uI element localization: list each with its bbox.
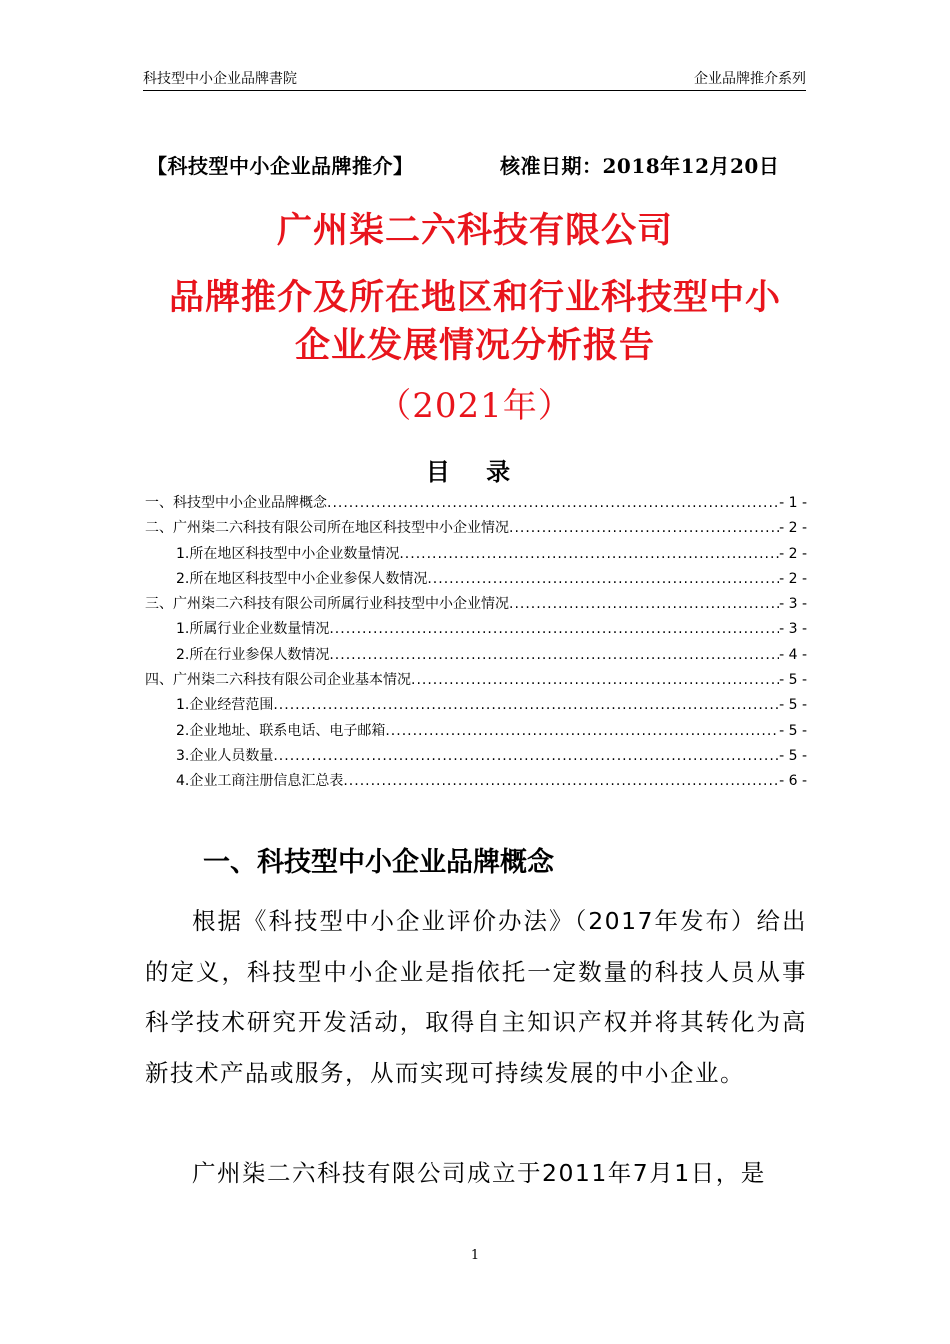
toc-leader-dots bbox=[427, 571, 779, 587]
toc-subentry[interactable] bbox=[145, 745, 807, 770]
toc-entry-label: 2.所在地区科技型中小企业参保人数情况 bbox=[176, 570, 428, 587]
toc-leader-dots bbox=[273, 748, 779, 764]
toc-leader-dots bbox=[399, 546, 779, 562]
toc-subentry[interactable] bbox=[145, 568, 807, 593]
body-paragraph: 广州柒二六科技有限公司成立于2011年7月1日，是 bbox=[192, 1159, 766, 1187]
toc-entry[interactable] bbox=[145, 492, 807, 517]
header-left-text: 科技型中小企业品牌書院 bbox=[143, 71, 297, 87]
report-title-line-3: 企业发展情况分析报告 bbox=[294, 326, 655, 366]
header-right-text: 企业品牌推介系列 bbox=[694, 71, 806, 87]
toc-leader-dots bbox=[509, 520, 779, 536]
toc-subentry[interactable] bbox=[145, 644, 807, 669]
toc-entry-label: 2.企业地址、联系电话、电子邮箱 bbox=[176, 722, 386, 739]
toc-entry-label: 一、科技型中小企业品牌概念 bbox=[145, 495, 327, 511]
toc-entry-label: 二、广州柒二六科技有限公司所在地区科技型中小企业情况 bbox=[145, 520, 509, 537]
toc-entry-page: - 6 - bbox=[779, 773, 807, 790]
toc-entry-label: 1.企业经营范围 bbox=[176, 697, 274, 714]
toc-subentry[interactable] bbox=[145, 720, 807, 745]
toc-leader-dots bbox=[329, 621, 779, 637]
toc-leader-dots bbox=[327, 495, 779, 511]
toc-entry-page: - 1 - bbox=[779, 495, 807, 511]
toc-leader-dots bbox=[411, 672, 779, 688]
report-title-line-2: 品牌推介及所在地区和行业科技型中小 bbox=[168, 278, 781, 318]
toc-leader-dots bbox=[273, 697, 779, 713]
toc-entry-page: - 4 - bbox=[779, 646, 807, 663]
report-title-year: （2021年） bbox=[377, 386, 573, 426]
toc-entry-label: 4.企业工商注册信息汇总表 bbox=[176, 773, 344, 790]
report-title-line-1: 广州柒二六科技有限公司 bbox=[276, 211, 673, 251]
toc-leader-dots bbox=[329, 647, 779, 663]
toc-heading: 目 录 bbox=[425, 458, 525, 486]
toc-entry-page: - 3 - bbox=[779, 621, 807, 638]
toc-entry[interactable] bbox=[145, 517, 807, 542]
toc-entry-label: 2.所在行业参保人数情况 bbox=[176, 646, 330, 663]
section-heading: 一、科技型中小企业品牌概念 bbox=[203, 847, 554, 878]
toc-entry-page: - 2 - bbox=[779, 545, 807, 562]
toc-entry-label: 3.企业人员数量 bbox=[176, 747, 274, 764]
toc-leader-dots bbox=[385, 723, 779, 739]
toc-entry-page: - 3 - bbox=[779, 596, 807, 613]
toc-entry-label: 三、广州柒二六科技有限公司所属行业科技型中小企业情况 bbox=[145, 596, 509, 613]
table-of-contents bbox=[145, 492, 807, 796]
toc-entry-page: - 5 - bbox=[779, 747, 807, 764]
toc-entry-page: - 5 - bbox=[779, 722, 807, 739]
toc-subentry[interactable] bbox=[145, 694, 807, 719]
toc-entry[interactable] bbox=[145, 669, 807, 694]
approval-date: 核准日期：2018年12月20日 bbox=[500, 154, 780, 178]
toc-entry[interactable] bbox=[145, 593, 807, 618]
toc-entry-label: 四、广州柒二六科技有限公司企业基本情况 bbox=[145, 672, 411, 689]
toc-leader-dots bbox=[343, 773, 779, 789]
brand-tag: 【科技型中小企业品牌推介】 bbox=[147, 154, 414, 178]
toc-entry-page: - 2 - bbox=[779, 520, 807, 537]
toc-entry-page: - 2 - bbox=[779, 570, 807, 587]
toc-leader-dots bbox=[509, 596, 779, 612]
toc-subentry[interactable] bbox=[145, 770, 807, 795]
toc-subentry[interactable] bbox=[145, 618, 807, 643]
toc-entry-label: 1.所属行业企业数量情况 bbox=[176, 621, 330, 638]
page-number: 1 bbox=[470, 1248, 480, 1263]
toc-entry-label: 1.所在地区科技型中小企业数量情况 bbox=[176, 545, 400, 562]
toc-entry-page: - 5 - bbox=[779, 672, 807, 689]
body-paragraph: 根据《科技型中小企业评价办法》（2017年发布）给出的定义，科技型中小企业是指依托一定数量的科技人员从事科学技术研究开发活动，取得自主知识产权并将其转化为高新技术产品或服务，从而实现可持续发展的中小企业。 bbox=[145, 907, 807, 1087]
page-header bbox=[143, 66, 806, 91]
toc-subentry[interactable] bbox=[145, 543, 807, 568]
toc-entry-page: - 5 - bbox=[779, 697, 807, 714]
